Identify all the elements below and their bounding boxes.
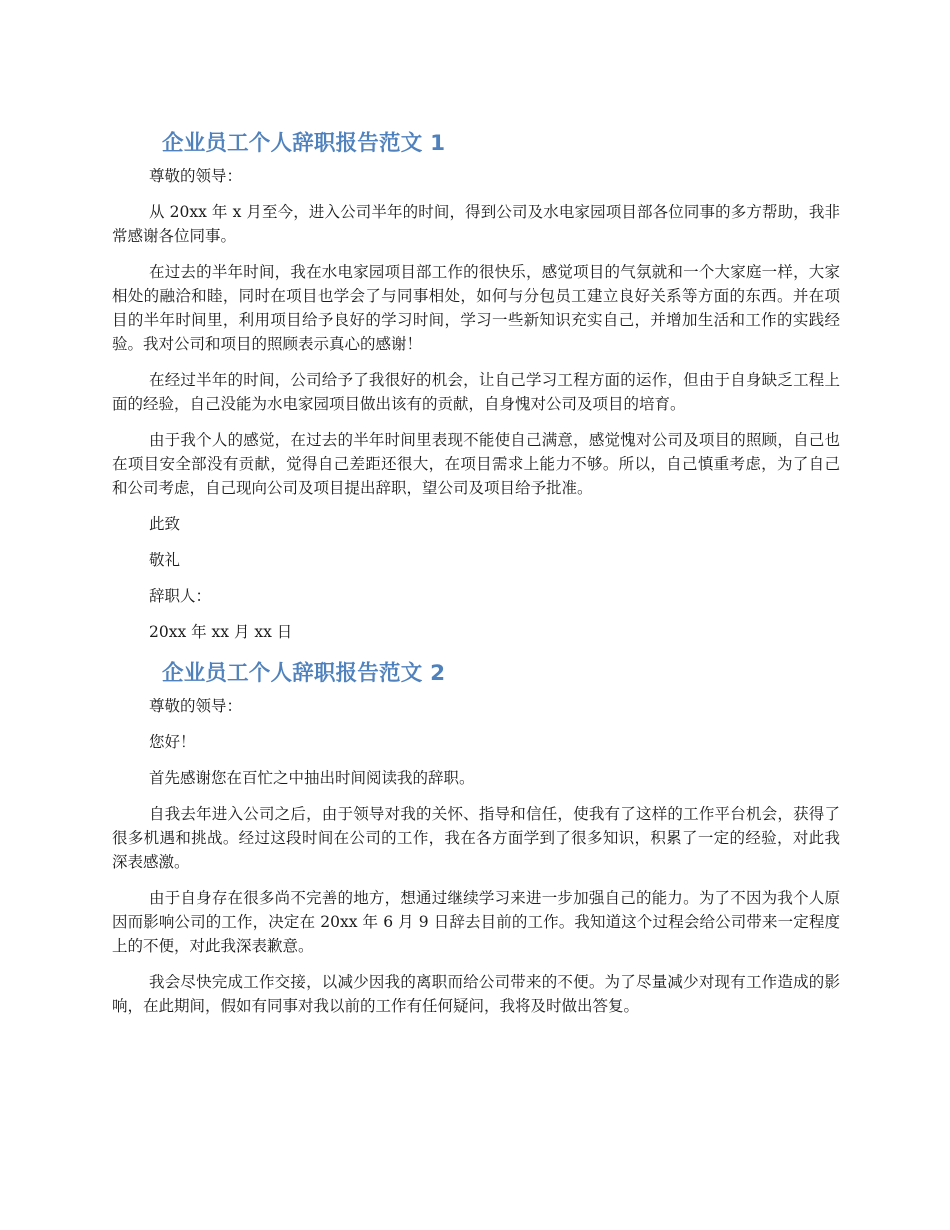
section-1-paragraph: 从 20xx 年 x 月至今，进入公司半年的时间，得到公司及水电家园项目部各位同事的多方帮助，我非常感谢各位同事。 xyxy=(112,203,840,245)
section-2-paragraph: 由于自身存在很多尚不完善的地方，想通过继续学习来进一步加强自己的能力。为了不因为我个人原因而影响公司的工作，决定在 20xx 年 6 月 9 日辞去目前的工作。我知道这个过程会给公司带来一定程度上的不便，对此我深表歉意。 xyxy=(112,889,840,955)
document-page xyxy=(112,126,840,1030)
section-2-paragraph: 首先感谢您在百忙之中抽出时间阅读我的辞职。 xyxy=(149,769,475,787)
section-1-closing: 此致 xyxy=(149,515,181,533)
section-2-paragraph: 自我去年进入公司之后，由于领导对我的关怀、指导和信任，使我有了这样的工作平台机会，获得了很多机遇和挑战。经过这段时间在公司的工作，我在各方面学到了很多知识，积累了一定的经验，对此我深表感激。 xyxy=(112,805,840,871)
section-1-paragraph: 在经过半年的时间，公司给予了我很好的机会，让自己学习工程方面的运作，但由于自身缺乏工程上面的经验，自己没能为水电家园项目做出该有的贡献，自身愧对公司及项目的培育。 xyxy=(112,371,840,413)
section-1-paragraph: 由于我个人的感觉，在过去的半年时间里表现不能使自己满意，感觉愧对公司及项目的照顾，自己也在项目安全部没有贡献，觉得自己差距还很大，在项目需求上能力不够。所以，自己慎重考虑，为了自己和公司考虑，自己现向公司及项目提出辞职，望公司及项目给予批准。 xyxy=(112,431,840,497)
section-2-paragraph: 我会尽快完成工作交接，以减少因我的离职而给公司带来的不便。为了尽量减少对现有工作造成的影响，在此期间，假如有同事对我以前的工作有任何疑问，我将及时做出答复。 xyxy=(112,973,840,1015)
section-2-salutation: 尊敬的领导： xyxy=(149,697,243,715)
section-1-regards: 敬礼 xyxy=(149,551,181,569)
section-2-greeting: 您好！ xyxy=(149,733,196,751)
section-1-title: 企业员工个人辞职报告范文 1 xyxy=(162,131,446,156)
section-1-signer-label: 辞职人： xyxy=(149,587,212,605)
section-1-date: 20xx 年 xx 月 xx 日 xyxy=(149,623,293,641)
section-1-salutation: 尊敬的领导： xyxy=(149,167,243,185)
section-1-paragraph: 在过去的半年时间，我在水电家园项目部工作的很快乐，感觉项目的气氛就和一个大家庭一样，大家相处的融洽和睦，同时在项目也学会了与同事相处，如何与分包员工建立良好关系等方面的东西。并在项目的半年时间里，利用项目给予良好的学习时间，学习一些新知识充实自己，并增加生活和工作的实践经验。我对公司和项目的照顾表示真心的感谢！ xyxy=(112,263,840,353)
section-2-title: 企业员工个人辞职报告范文 2 xyxy=(162,661,446,686)
